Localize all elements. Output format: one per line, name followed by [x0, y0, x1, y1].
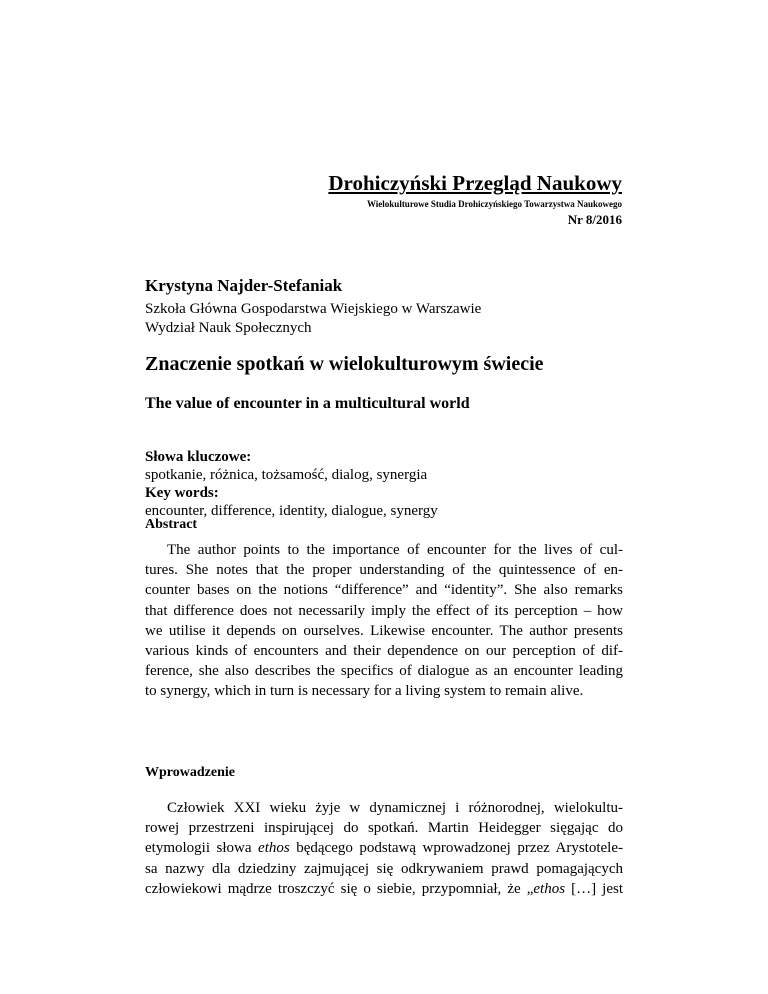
- abstract-text: [145, 540, 623, 702]
- author-name: Krystyna Najder-Stefaniak: [145, 276, 343, 295]
- abstract-line: ference, she also describes the specifics of dialogue as an encounter leading: [145, 663, 623, 680]
- keywords-section: [145, 448, 623, 520]
- abstract-line: we utilise it depends on ourselves. Likewise encounter. The author presents: [145, 622, 623, 639]
- keywords-pl-label: Słowa kluczowe:: [145, 449, 252, 465]
- keywords-pl-values: spotkanie, różnica, tożsamość, dialog, synergia: [145, 467, 428, 483]
- journal-header: [290, 170, 622, 228]
- abstract-line: The author points to the importance of encounter for the lives of cul-: [167, 542, 623, 558]
- keywords-en-values: encounter, difference, identity, dialogue, synergy: [145, 503, 438, 519]
- intro-text-run: etymologii słowa: [145, 840, 259, 857]
- intro-italic-ethos: ethos: [533, 880, 566, 897]
- abstract-line: that difference does not necessarily imply the effect of its perception – how: [145, 602, 623, 619]
- journal-title: Drohiczyński Przegląd Naukowy: [328, 171, 622, 195]
- intro-line: rowej przestrzeni inspirującej do spotkań. Martin Heidegger sięgając do: [145, 820, 623, 837]
- intro-text: [145, 798, 623, 899]
- issue-number: Nr 8/2016: [567, 212, 622, 227]
- intro-italic-ethos: ethos: [258, 840, 290, 857]
- abstract-line: various kinds of encounters and their dependence on our perception of dif-: [145, 643, 623, 660]
- author-affiliation: [145, 300, 623, 338]
- intro-text-run: […] jest: [565, 880, 623, 897]
- abstract-line: tures. She notes that the proper understanding of the quintessence of en-: [145, 562, 623, 579]
- abstract-line: counter bases on the notions “difference” and “identity”. She also remarks: [145, 582, 623, 599]
- intro-text-run: będącego podstawą wprowadzonej przez Arystotele-: [289, 840, 623, 857]
- article-title-en: The value of encounter in a multicultural world: [145, 395, 470, 412]
- intro-line: Człowiek XXI wieku żyje w dynamicznej i różnorodnej, wielokultu-: [167, 800, 623, 816]
- abstract-line: to synergy, which in turn is necessary for a living system to remain alive.: [145, 683, 584, 700]
- affiliation-line: Szkoła Główna Gospodarstwa Wiejskiego w Warszawie: [145, 301, 482, 317]
- intro-heading: Wprowadzenie: [145, 765, 235, 780]
- journal-subtitle: Wielokulturowe Studia Drohiczyńskiego Towarzystwa Naukowego: [366, 199, 622, 209]
- intro-text-run: człowiekowi mądrze troszczyć się o siebie, przypomniał, że „: [145, 880, 534, 897]
- intro-line: sa nazwy dla dziedziny zajmującej się odkrywaniem prawd pomagających: [145, 860, 623, 877]
- keywords-en-label: Key words:: [145, 485, 219, 501]
- article-title-pl: Znaczenie spotkań w wielokulturowym świecie: [145, 353, 544, 375]
- affiliation-line: Wydział Nauk Społecznych: [145, 320, 312, 336]
- intro-line: [145, 879, 623, 899]
- intro-line: [145, 838, 623, 858]
- abstract-heading: Abstract: [145, 517, 198, 532]
